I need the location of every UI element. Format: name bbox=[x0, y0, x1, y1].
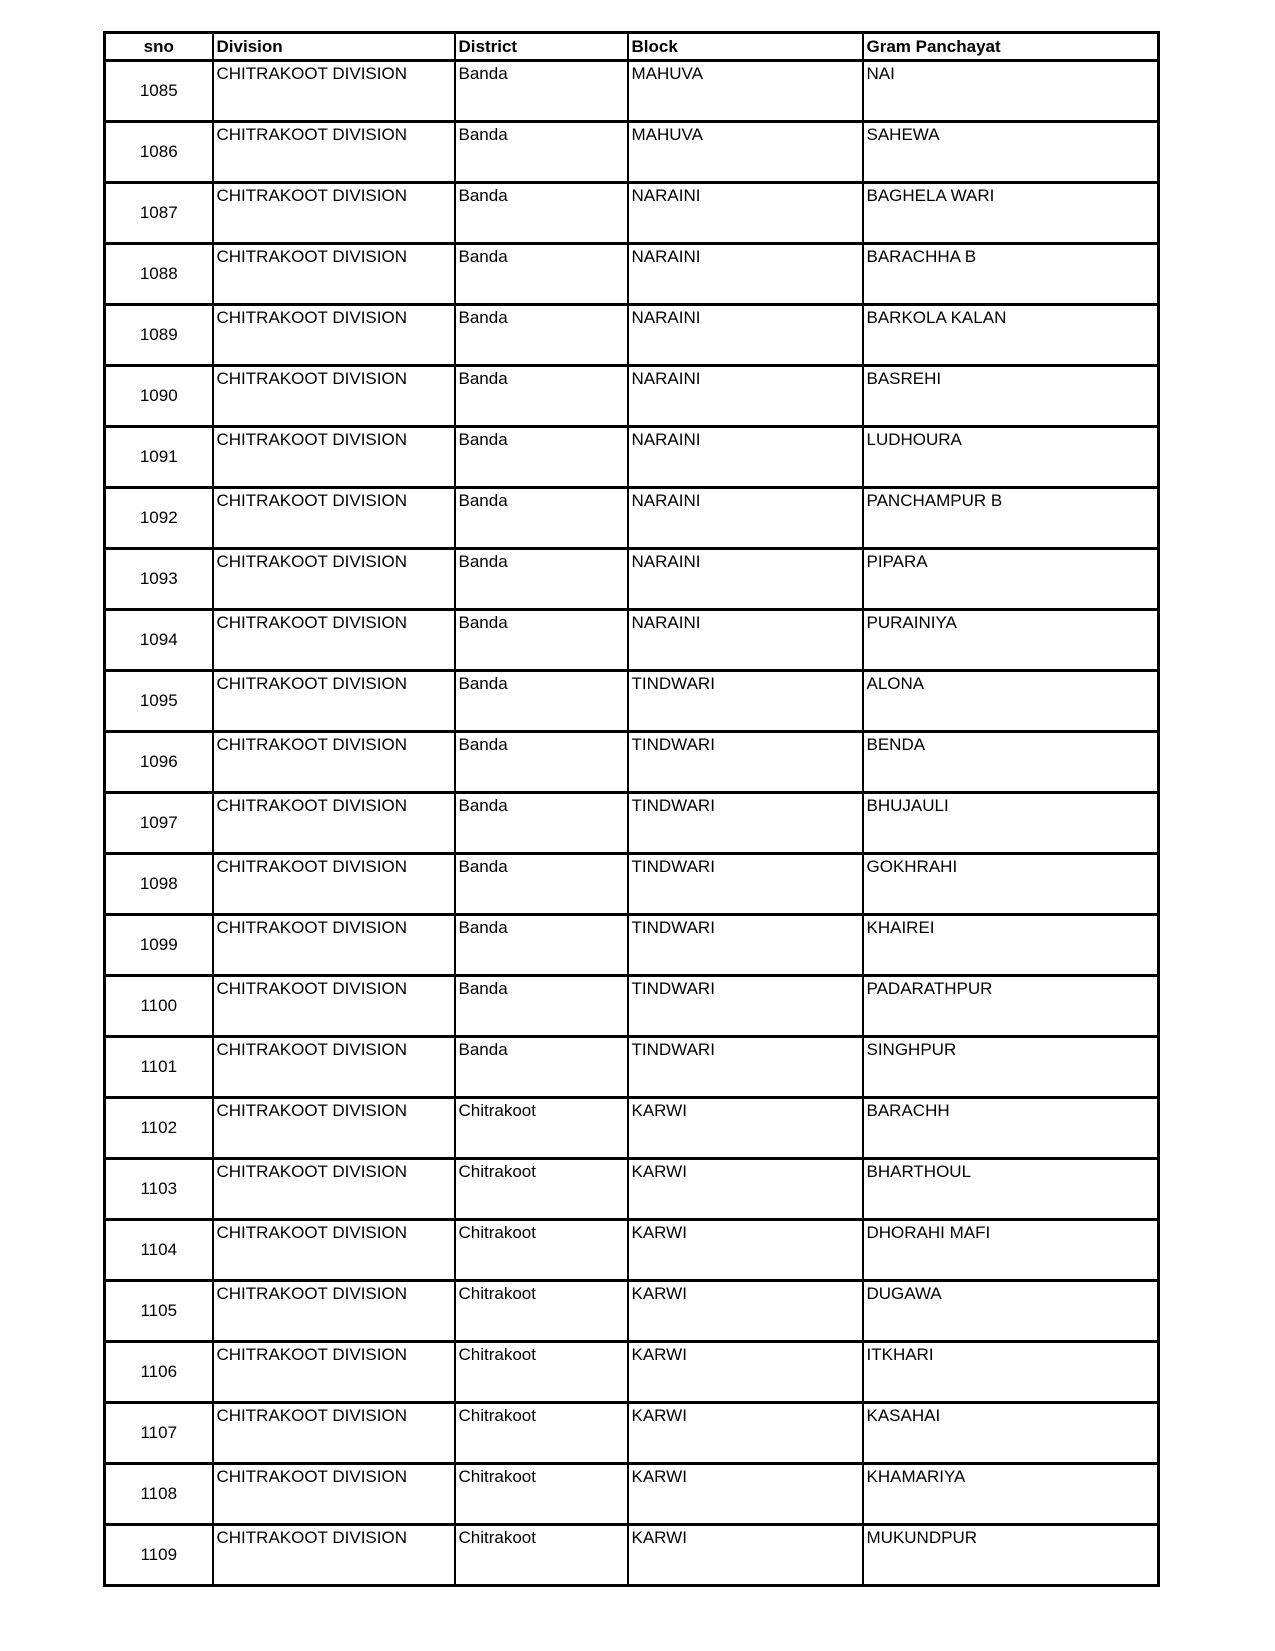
cell-sno: 1095 bbox=[105, 671, 213, 732]
cell-gram_panchayat: DHORAHI MAFI bbox=[863, 1220, 1159, 1281]
cell-division: CHITRAKOOT DIVISION bbox=[213, 854, 455, 915]
cell-sno: 1089 bbox=[105, 305, 213, 366]
table-row bbox=[105, 976, 1159, 1037]
cell-sno: 1104 bbox=[105, 1220, 213, 1281]
cell-division: CHITRAKOOT DIVISION bbox=[213, 183, 455, 244]
cell-division: CHITRAKOOT DIVISION bbox=[213, 610, 455, 671]
cell-gram_panchayat: MUKUNDPUR bbox=[863, 1525, 1159, 1586]
cell-division: CHITRAKOOT DIVISION bbox=[213, 1525, 455, 1586]
table-row bbox=[105, 1159, 1159, 1220]
cell-district: Banda bbox=[455, 183, 628, 244]
cell-division: CHITRAKOOT DIVISION bbox=[213, 1037, 455, 1098]
panchayat-table bbox=[103, 31, 1160, 1587]
cell-gram_panchayat: DUGAWA bbox=[863, 1281, 1159, 1342]
cell-division: CHITRAKOOT DIVISION bbox=[213, 1159, 455, 1220]
table-row bbox=[105, 1464, 1159, 1525]
cell-gram_panchayat: KHAMARIYA bbox=[863, 1464, 1159, 1525]
cell-division: CHITRAKOOT DIVISION bbox=[213, 61, 455, 122]
cell-division: CHITRAKOOT DIVISION bbox=[213, 1281, 455, 1342]
cell-block: MAHUVA bbox=[628, 122, 863, 183]
cell-district: Banda bbox=[455, 671, 628, 732]
cell-division: CHITRAKOOT DIVISION bbox=[213, 1342, 455, 1403]
cell-district: Banda bbox=[455, 549, 628, 610]
cell-block: NARAINI bbox=[628, 244, 863, 305]
table-row bbox=[105, 427, 1159, 488]
cell-gram_panchayat: KASAHAI bbox=[863, 1403, 1159, 1464]
cell-sno: 1087 bbox=[105, 183, 213, 244]
table-row bbox=[105, 366, 1159, 427]
table-row bbox=[105, 610, 1159, 671]
column-header-gram_panchayat: Gram Panchayat bbox=[863, 33, 1159, 61]
cell-district: Chitrakoot bbox=[455, 1159, 628, 1220]
cell-block: TINDWARI bbox=[628, 976, 863, 1037]
cell-district: Banda bbox=[455, 610, 628, 671]
cell-sno: 1101 bbox=[105, 1037, 213, 1098]
table-row bbox=[105, 1220, 1159, 1281]
table-row bbox=[105, 915, 1159, 976]
cell-district: Banda bbox=[455, 1037, 628, 1098]
cell-block: NARAINI bbox=[628, 427, 863, 488]
cell-sno: 1108 bbox=[105, 1464, 213, 1525]
cell-gram_panchayat: ALONA bbox=[863, 671, 1159, 732]
cell-district: Banda bbox=[455, 915, 628, 976]
table-row bbox=[105, 671, 1159, 732]
cell-gram_panchayat: PANCHAMPUR B bbox=[863, 488, 1159, 549]
cell-gram_panchayat: BARACHH bbox=[863, 1098, 1159, 1159]
cell-gram_panchayat: KHAIREI bbox=[863, 915, 1159, 976]
cell-block: KARWI bbox=[628, 1159, 863, 1220]
cell-sno: 1085 bbox=[105, 61, 213, 122]
cell-district: Banda bbox=[455, 732, 628, 793]
cell-gram_panchayat: BHUJAULI bbox=[863, 793, 1159, 854]
cell-sno: 1105 bbox=[105, 1281, 213, 1342]
cell-division: CHITRAKOOT DIVISION bbox=[213, 915, 455, 976]
cell-district: Banda bbox=[455, 122, 628, 183]
table-row bbox=[105, 793, 1159, 854]
cell-sno: 1096 bbox=[105, 732, 213, 793]
cell-block: KARWI bbox=[628, 1525, 863, 1586]
cell-block: TINDWARI bbox=[628, 793, 863, 854]
cell-gram_panchayat: PADARATHPUR bbox=[863, 976, 1159, 1037]
cell-district: Banda bbox=[455, 427, 628, 488]
cell-gram_panchayat: GOKHRAHI bbox=[863, 854, 1159, 915]
cell-block: TINDWARI bbox=[628, 854, 863, 915]
cell-sno: 1091 bbox=[105, 427, 213, 488]
table-row bbox=[105, 1525, 1159, 1586]
cell-district: Banda bbox=[455, 305, 628, 366]
cell-district: Chitrakoot bbox=[455, 1220, 628, 1281]
cell-gram_panchayat: NAI bbox=[863, 61, 1159, 122]
table-row bbox=[105, 61, 1159, 122]
column-header-sno: sno bbox=[105, 33, 213, 61]
cell-block: NARAINI bbox=[628, 366, 863, 427]
column-header-division: Division bbox=[213, 33, 455, 61]
table-row bbox=[105, 854, 1159, 915]
cell-gram_panchayat: SAHEWA bbox=[863, 122, 1159, 183]
cell-gram_panchayat: BARKOLA KALAN bbox=[863, 305, 1159, 366]
cell-block: NARAINI bbox=[628, 549, 863, 610]
cell-division: CHITRAKOOT DIVISION bbox=[213, 488, 455, 549]
cell-block: NARAINI bbox=[628, 610, 863, 671]
table-row bbox=[105, 305, 1159, 366]
cell-sno: 1106 bbox=[105, 1342, 213, 1403]
cell-gram_panchayat: LUDHOURA bbox=[863, 427, 1159, 488]
cell-division: CHITRAKOOT DIVISION bbox=[213, 1403, 455, 1464]
cell-block: TINDWARI bbox=[628, 732, 863, 793]
cell-block: TINDWARI bbox=[628, 671, 863, 732]
cell-sno: 1098 bbox=[105, 854, 213, 915]
cell-sno: 1093 bbox=[105, 549, 213, 610]
cell-division: CHITRAKOOT DIVISION bbox=[213, 1220, 455, 1281]
cell-block: NARAINI bbox=[628, 183, 863, 244]
cell-sno: 1100 bbox=[105, 976, 213, 1037]
cell-sno: 1097 bbox=[105, 793, 213, 854]
cell-sno: 1103 bbox=[105, 1159, 213, 1220]
cell-division: CHITRAKOOT DIVISION bbox=[213, 549, 455, 610]
cell-sno: 1107 bbox=[105, 1403, 213, 1464]
cell-gram_panchayat: PURAINIYA bbox=[863, 610, 1159, 671]
cell-district: Banda bbox=[455, 793, 628, 854]
table-row bbox=[105, 1037, 1159, 1098]
cell-division: CHITRAKOOT DIVISION bbox=[213, 305, 455, 366]
cell-block: KARWI bbox=[628, 1464, 863, 1525]
cell-district: Chitrakoot bbox=[455, 1342, 628, 1403]
cell-division: CHITRAKOOT DIVISION bbox=[213, 1098, 455, 1159]
cell-district: Chitrakoot bbox=[455, 1281, 628, 1342]
cell-division: CHITRAKOOT DIVISION bbox=[213, 1464, 455, 1525]
cell-district: Chitrakoot bbox=[455, 1403, 628, 1464]
table-row bbox=[105, 244, 1159, 305]
cell-block: KARWI bbox=[628, 1098, 863, 1159]
cell-division: CHITRAKOOT DIVISION bbox=[213, 671, 455, 732]
cell-division: CHITRAKOOT DIVISION bbox=[213, 976, 455, 1037]
cell-division: CHITRAKOOT DIVISION bbox=[213, 427, 455, 488]
cell-sno: 1090 bbox=[105, 366, 213, 427]
cell-district: Chitrakoot bbox=[455, 1464, 628, 1525]
cell-division: CHITRAKOOT DIVISION bbox=[213, 122, 455, 183]
cell-block: NARAINI bbox=[628, 488, 863, 549]
table-row bbox=[105, 549, 1159, 610]
cell-division: CHITRAKOOT DIVISION bbox=[213, 244, 455, 305]
column-header-district: District bbox=[455, 33, 628, 61]
cell-district: Chitrakoot bbox=[455, 1525, 628, 1586]
cell-district: Banda bbox=[455, 244, 628, 305]
cell-block: TINDWARI bbox=[628, 915, 863, 976]
cell-division: CHITRAKOOT DIVISION bbox=[213, 793, 455, 854]
table-row bbox=[105, 1403, 1159, 1464]
cell-gram_panchayat: BAGHELA WARI bbox=[863, 183, 1159, 244]
cell-block: MAHUVA bbox=[628, 61, 863, 122]
header-row bbox=[105, 33, 1159, 61]
table-row bbox=[105, 1098, 1159, 1159]
cell-gram_panchayat: BASREHI bbox=[863, 366, 1159, 427]
cell-block: NARAINI bbox=[628, 305, 863, 366]
cell-district: Banda bbox=[455, 976, 628, 1037]
table-row bbox=[105, 1281, 1159, 1342]
cell-sno: 1088 bbox=[105, 244, 213, 305]
cell-district: Banda bbox=[455, 488, 628, 549]
table-row bbox=[105, 122, 1159, 183]
cell-sno: 1092 bbox=[105, 488, 213, 549]
cell-sno: 1102 bbox=[105, 1098, 213, 1159]
cell-sno: 1086 bbox=[105, 122, 213, 183]
cell-gram_panchayat: PIPARA bbox=[863, 549, 1159, 610]
cell-gram_panchayat: BARACHHA B bbox=[863, 244, 1159, 305]
cell-block: TINDWARI bbox=[628, 1037, 863, 1098]
cell-block: KARWI bbox=[628, 1342, 863, 1403]
cell-district: Chitrakoot bbox=[455, 1098, 628, 1159]
cell-block: KARWI bbox=[628, 1403, 863, 1464]
table-row bbox=[105, 183, 1159, 244]
cell-sno: 1109 bbox=[105, 1525, 213, 1586]
cell-block: KARWI bbox=[628, 1281, 863, 1342]
cell-division: CHITRAKOOT DIVISION bbox=[213, 732, 455, 793]
cell-sno: 1094 bbox=[105, 610, 213, 671]
cell-division: CHITRAKOOT DIVISION bbox=[213, 366, 455, 427]
panchayat-table-container bbox=[103, 31, 1160, 1587]
cell-gram_panchayat: BHARTHOUL bbox=[863, 1159, 1159, 1220]
table-row bbox=[105, 1342, 1159, 1403]
column-header-block: Block bbox=[628, 33, 863, 61]
cell-block: KARWI bbox=[628, 1220, 863, 1281]
table-body bbox=[105, 61, 1159, 1586]
cell-district: Banda bbox=[455, 61, 628, 122]
cell-gram_panchayat: BENDA bbox=[863, 732, 1159, 793]
cell-gram_panchayat: SINGHPUR bbox=[863, 1037, 1159, 1098]
table-row bbox=[105, 488, 1159, 549]
cell-sno: 1099 bbox=[105, 915, 213, 976]
cell-district: Banda bbox=[455, 854, 628, 915]
cell-gram_panchayat: ITKHARI bbox=[863, 1342, 1159, 1403]
table-row bbox=[105, 732, 1159, 793]
cell-district: Banda bbox=[455, 366, 628, 427]
